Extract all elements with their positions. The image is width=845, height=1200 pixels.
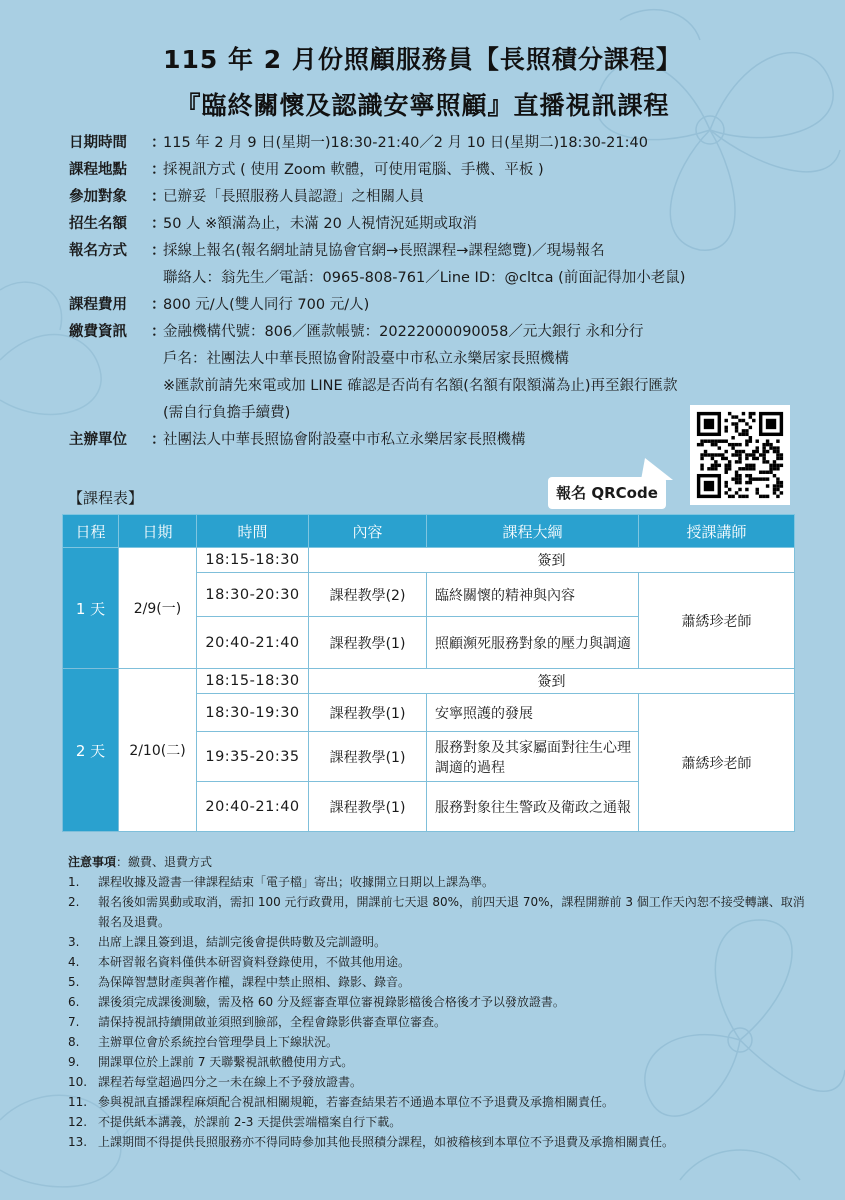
list-item [68,1092,808,1112]
info-label: 繳費資訊 [69,324,127,340]
header-date: 日期 [119,515,197,548]
info-account-name: 戶名：社團法人中華長照協會附設臺中市私立永樂居家長照機構 [163,351,569,367]
list-item-number: 1. [68,875,80,889]
info-row-datetime: 日期時間 ： 115 年 2 月 9 日(星期一)18:30-21:40／2 月 10 日(星期二)18:30-21:40 [69,130,809,157]
list-item-number: 6. [68,995,80,1009]
info-label: 課程地點 [69,162,127,178]
header-outline: 課程大綱 [427,515,639,548]
info-label: 日期時間 [69,135,127,151]
list-item [68,1052,808,1072]
info-row-payment: 繳費資訊 ： 金融機構代號：806／匯款帳號：20222000090058／元大銀行 永和分行 [69,319,809,346]
list-item-number: 2. [68,895,80,909]
list-item-text: 課程若每堂超過四分之一未在線上不予發放證書。 [98,1075,363,1089]
list-item [68,1112,808,1132]
info-row-registration: 報名方式 ： 採線上報名(報名網址請見協會官網→長照課程→課程總覽)／現場報名 [69,238,809,265]
time-cell: 18:15-18:30 [197,669,309,694]
list-item-number: 7. [68,1015,80,1029]
list-item [68,1132,808,1152]
qr-code-label: 報名 QRCode [548,477,666,509]
header-teacher: 授課講師 [639,515,795,548]
outline-cell: 安寧照護的發展 [427,694,639,732]
list-item [68,932,808,952]
info-row-fee: 課程費用 ： 800 元/人(雙人同行 700 元/人) [69,292,809,319]
list-item-text: 為保障智慧財產與著作權，課程中禁止照相、錄影、錄音。 [98,975,411,989]
list-item [68,952,808,972]
schedule-table [62,514,795,832]
checkin-cell: 簽到 [309,548,795,573]
list-item-text: 開課單位於上課前 7 天聯繫視訊軟體使用方式。 [98,1055,354,1069]
list-item-number: 9. [68,1055,80,1069]
info-row-organizer: 主辦單位 ： 社團法人中華長照協會附設臺中市私立永樂居家長照機構 [69,427,809,454]
info-remit-note: ※匯款前請先來電或加 LINE 確認是否尚有名額(名額有限額滿為止)再至銀行匯款 [163,378,678,394]
content-cell: 課程教學(1) [309,694,427,732]
info-value: 社團法人中華長照協會附設臺中市私立永樂居家長照機構 [163,432,526,448]
list-item-number: 4. [68,955,80,969]
time-cell: 18:30-20:30 [197,573,309,617]
outline-cell: 服務對象及其家屬面對往生心理調適的過程 [427,732,639,782]
info-label: 參加對象 [69,189,127,205]
list-item-number: 13. [68,1135,88,1149]
list-item [68,892,808,932]
list-item [68,1012,808,1032]
info-value: 金融機構代號：806／匯款帳號：20222000090058／元大銀行 永和分行 [163,324,644,340]
info-label: 課程費用 [69,297,127,313]
time-cell: 20:40-21:40 [197,617,309,669]
list-item [68,992,808,1012]
content-cell: 課程教學(1) [309,617,427,669]
list-item-text: 請保持視訊持續開啟並須照到臉部，全程會錄影供審查單位審查。 [98,1015,447,1029]
notes-section [68,852,808,1152]
list-item-number: 11. [68,1095,88,1109]
info-value: 已辦妥「長照服務人員認證」之相關人員 [163,189,424,205]
info-label: 主辦單位 [69,432,127,448]
date-cell: 2/10(二) [119,669,197,832]
time-cell: 18:30-19:30 [197,694,309,732]
qr-code[interactable] [690,405,790,505]
day-cell: 1 天 [63,548,119,669]
list-item-text: 出席上課且簽到退，結訓完後會提供時數及完訓證明。 [98,935,387,949]
info-value: 115 年 2 月 9 日(星期一)18:30-21:40／2 月 10 日(星期二)18:30-21:40 [163,135,648,151]
qr-code-icon [690,405,790,505]
content-cell: 課程教學(1) [309,732,427,782]
checkin-cell: 簽到 [309,669,795,694]
list-item-text: 課後須完成課後測驗，需及格 60 分及經審查單位審視錄影檔後合格後才予以發放證書。 [98,995,565,1009]
notes-title-bold: 注意事項 [68,855,117,869]
list-item-number: 8. [68,1035,80,1049]
list-item [68,872,808,892]
info-row-location: 課程地點 ： 採視訊方式 ( 使用 Zoom 軟體，可使用電腦、手機、平板 ) [69,157,809,184]
info-value: 50 人 ※額滿為止，未滿 20 人視情況延期或取消 [163,216,477,232]
info-label: 報名方式 [69,243,127,259]
list-item-number: 3. [68,935,80,949]
outline-cell: 照顧瀕死服務對象的壓力與調適 [427,617,639,669]
schedule-label: 【課程表】 [68,489,144,507]
teacher-cell: 蕭綉珍老師 [639,694,795,832]
time-cell: 18:15-18:30 [197,548,309,573]
header-day: 日程 [63,515,119,548]
table-row [63,669,795,694]
time-cell: 19:35-20:35 [197,732,309,782]
notes-title [68,852,808,872]
content-cell: 課程教學(1) [309,782,427,832]
info-label: 招生名額 [69,216,127,232]
info-value: 採視訊方式 ( 使用 Zoom 軟體，可使用電腦、手機、平板 ) [163,162,544,178]
table-header-row [63,515,795,548]
list-item [68,1032,808,1052]
day-cell: 2 天 [63,669,119,832]
notes-title-rest: ：繳費、退費方式 [116,855,213,869]
list-item-number: 5. [68,975,80,989]
header-content: 內容 [309,515,427,548]
outline-cell: 臨終關懷的精神與內容 [427,573,639,617]
list-item-number: 12. [68,1115,88,1129]
page-title-line1: 115 年 2 月份照顧服務員【長照積分課程】 [163,45,682,74]
content-cell: 課程教學(2) [309,573,427,617]
table-row [63,548,795,573]
header-time: 時間 [197,515,309,548]
list-item-number: 10. [68,1075,88,1089]
list-item-text: 不提供紙本講義，於課前 2-3 天提供雲端檔案自行下載。 [98,1115,402,1129]
time-cell: 20:40-21:40 [197,782,309,832]
info-value: 800 元/人(雙人同行 700 元/人) [163,297,370,313]
info-contact: 聯絡人：翁先生／電話：0965-808-761／Line ID：@cltca (前面記得加小老鼠) [163,270,686,286]
list-item [68,1072,808,1092]
info-row-quota: 招生名額 ： 50 人 ※額滿為止，未滿 20 人視情況延期或取消 [69,211,809,238]
info-row-audience: 參加對象 ： 已辦妥「長照服務人員認證」之相關人員 [69,184,809,211]
date-cell: 2/9(一) [119,548,197,669]
page-title-line2: 『臨終關懷及認識安寧照顧』直播視訊課程 [175,91,670,120]
list-item-text: 報名後如需異動或取消，需扣 100 元行政費用，開課前七天退 80%，前四天退 70%，課程開辦前 3 個工作天內恕不接受轉讓、取消報名及退費。 [98,895,805,929]
notes-list [68,872,808,1152]
list-item-text: 課程收據及證書一律課程結束「電子檔」寄出；收據開立日期以上課為準。 [98,875,495,889]
teacher-cell: 蕭綉珍老師 [639,573,795,669]
info-value: 採線上報名(報名網址請見協會官網→長照課程→課程總覽)／現場報名 [163,243,605,259]
list-item-text: 本研習報名資料僅供本研習資料登錄使用，不做其他用途。 [98,955,411,969]
outline-cell: 服務對象往生警政及衛政之通報 [427,782,639,832]
list-item-text: 上課期間不得提供長照服務亦不得同時參加其他長照積分課程，如被稽核到本單位不予退費及承擔相關責任。 [98,1135,675,1149]
info-fee-note: (需自行負擔手續費) [163,405,291,421]
list-item-text: 參與視訊直播課程麻煩配合視訊相關規範，若審查結果若不通過本單位不予退費及承擔相關責任。 [98,1095,615,1109]
list-item-text: 主辦單位會於系統控台管理學員上下線狀況。 [98,1035,339,1049]
list-item [68,972,808,992]
